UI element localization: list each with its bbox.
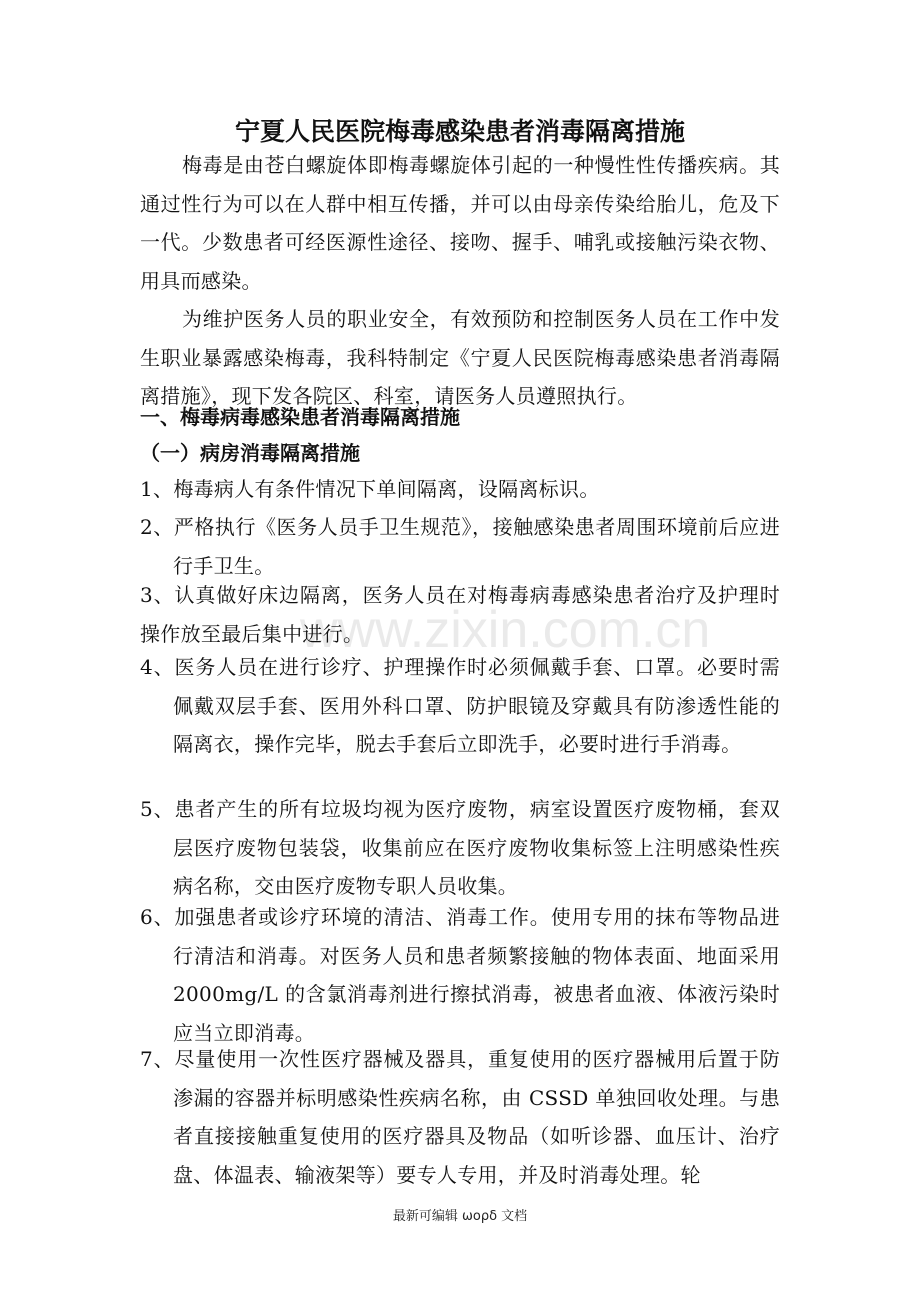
list-item-7: 7、尽量使用一次性医疗器械及器具，重复使用的医疗器械用后置于防渗漏的容器并标明感染性疾病名称，由 CSSD 单独回收处理。与患者直接接触重复使用的医疗器具及物品（如听诊器、血压计、治疗盘、体温表、输液架等）要专人专用，并及时消毒处理。轮 — [140, 1047, 780, 1187]
list-item-1: 1、梅毒病人有条件情况下单间隔离，设隔离标识。 — [140, 477, 600, 501]
list-item-3: 3、认真做好床边隔离，医务人员在对梅毒病毒感染患者治疗及护理时操作放至最后集中进行。 — [140, 583, 780, 646]
list-item-4: 4、医务人员在进行诊疗、护理操作时必须佩戴手套、口罩。必要时需佩戴双层手套、医用外科口罩、防护眼镜及穿戴具有防渗透性能的隔离衣，操作完毕，脱去手套后立即洗手，必要时进行手消毒。 — [140, 655, 780, 756]
list-item-6: 6、加强患者或诊疗环境的清洁、消毒工作。使用专用的抹布等物品进行清洁和消毒。对医务人员和患者频繁接触的物体表面、地面采用 2000mg/L 的含氯消毒剂进行擦拭消毒，被患者血液、体液污染时应当立即消毒。 — [140, 905, 780, 1045]
subsection-heading-1: （一）病房消毒隔离措施 — [140, 441, 360, 465]
footer-note: 最新可编辑 ωορδ 文档 — [392, 1209, 528, 1224]
intro-paragraph-2: 为维护医务人员的职业安全，有效预防和控制医务人员在工作中发生职业暴露感染梅毒，我科特制定《宁夏人民医院梅毒感染患者消毒隔离措施》，现下发各院区、科室，请医务人员遵照执行。 — [140, 307, 780, 408]
list-item-5: 5、患者产生的所有垃圾均视为医疗废物，病室设置医疗废物桶，套双层医疗废物包装袋，收集前应在医疗废物收集标签上注明感染性疾病名称，交由医疗废物专职人员收集。 — [140, 797, 780, 898]
document-title: 宁夏人民医院梅毒感染患者消毒隔离措施 — [234, 117, 685, 146]
watermark: www.zixin.com.cn — [300, 601, 711, 659]
section-heading-1: 一、梅毒病毒感染患者消毒隔离措施 — [140, 405, 460, 429]
list-item-2: 2、严格执行《医务人员手卫生规范》，接触感染患者周围环境前后应进行手卫生。 — [140, 515, 780, 578]
intro-paragraph-1: 梅毒是由苍白螺旋体即梅毒螺旋体引起的一种慢性性传播疾病。其通过性行为可以在人群中相互传播，并可以由母亲传染给胎儿，危及下一代。少数患者可经医源性途径、接吻、握手、哺乳或接触污染衣物、用具而感染。 — [140, 153, 780, 293]
